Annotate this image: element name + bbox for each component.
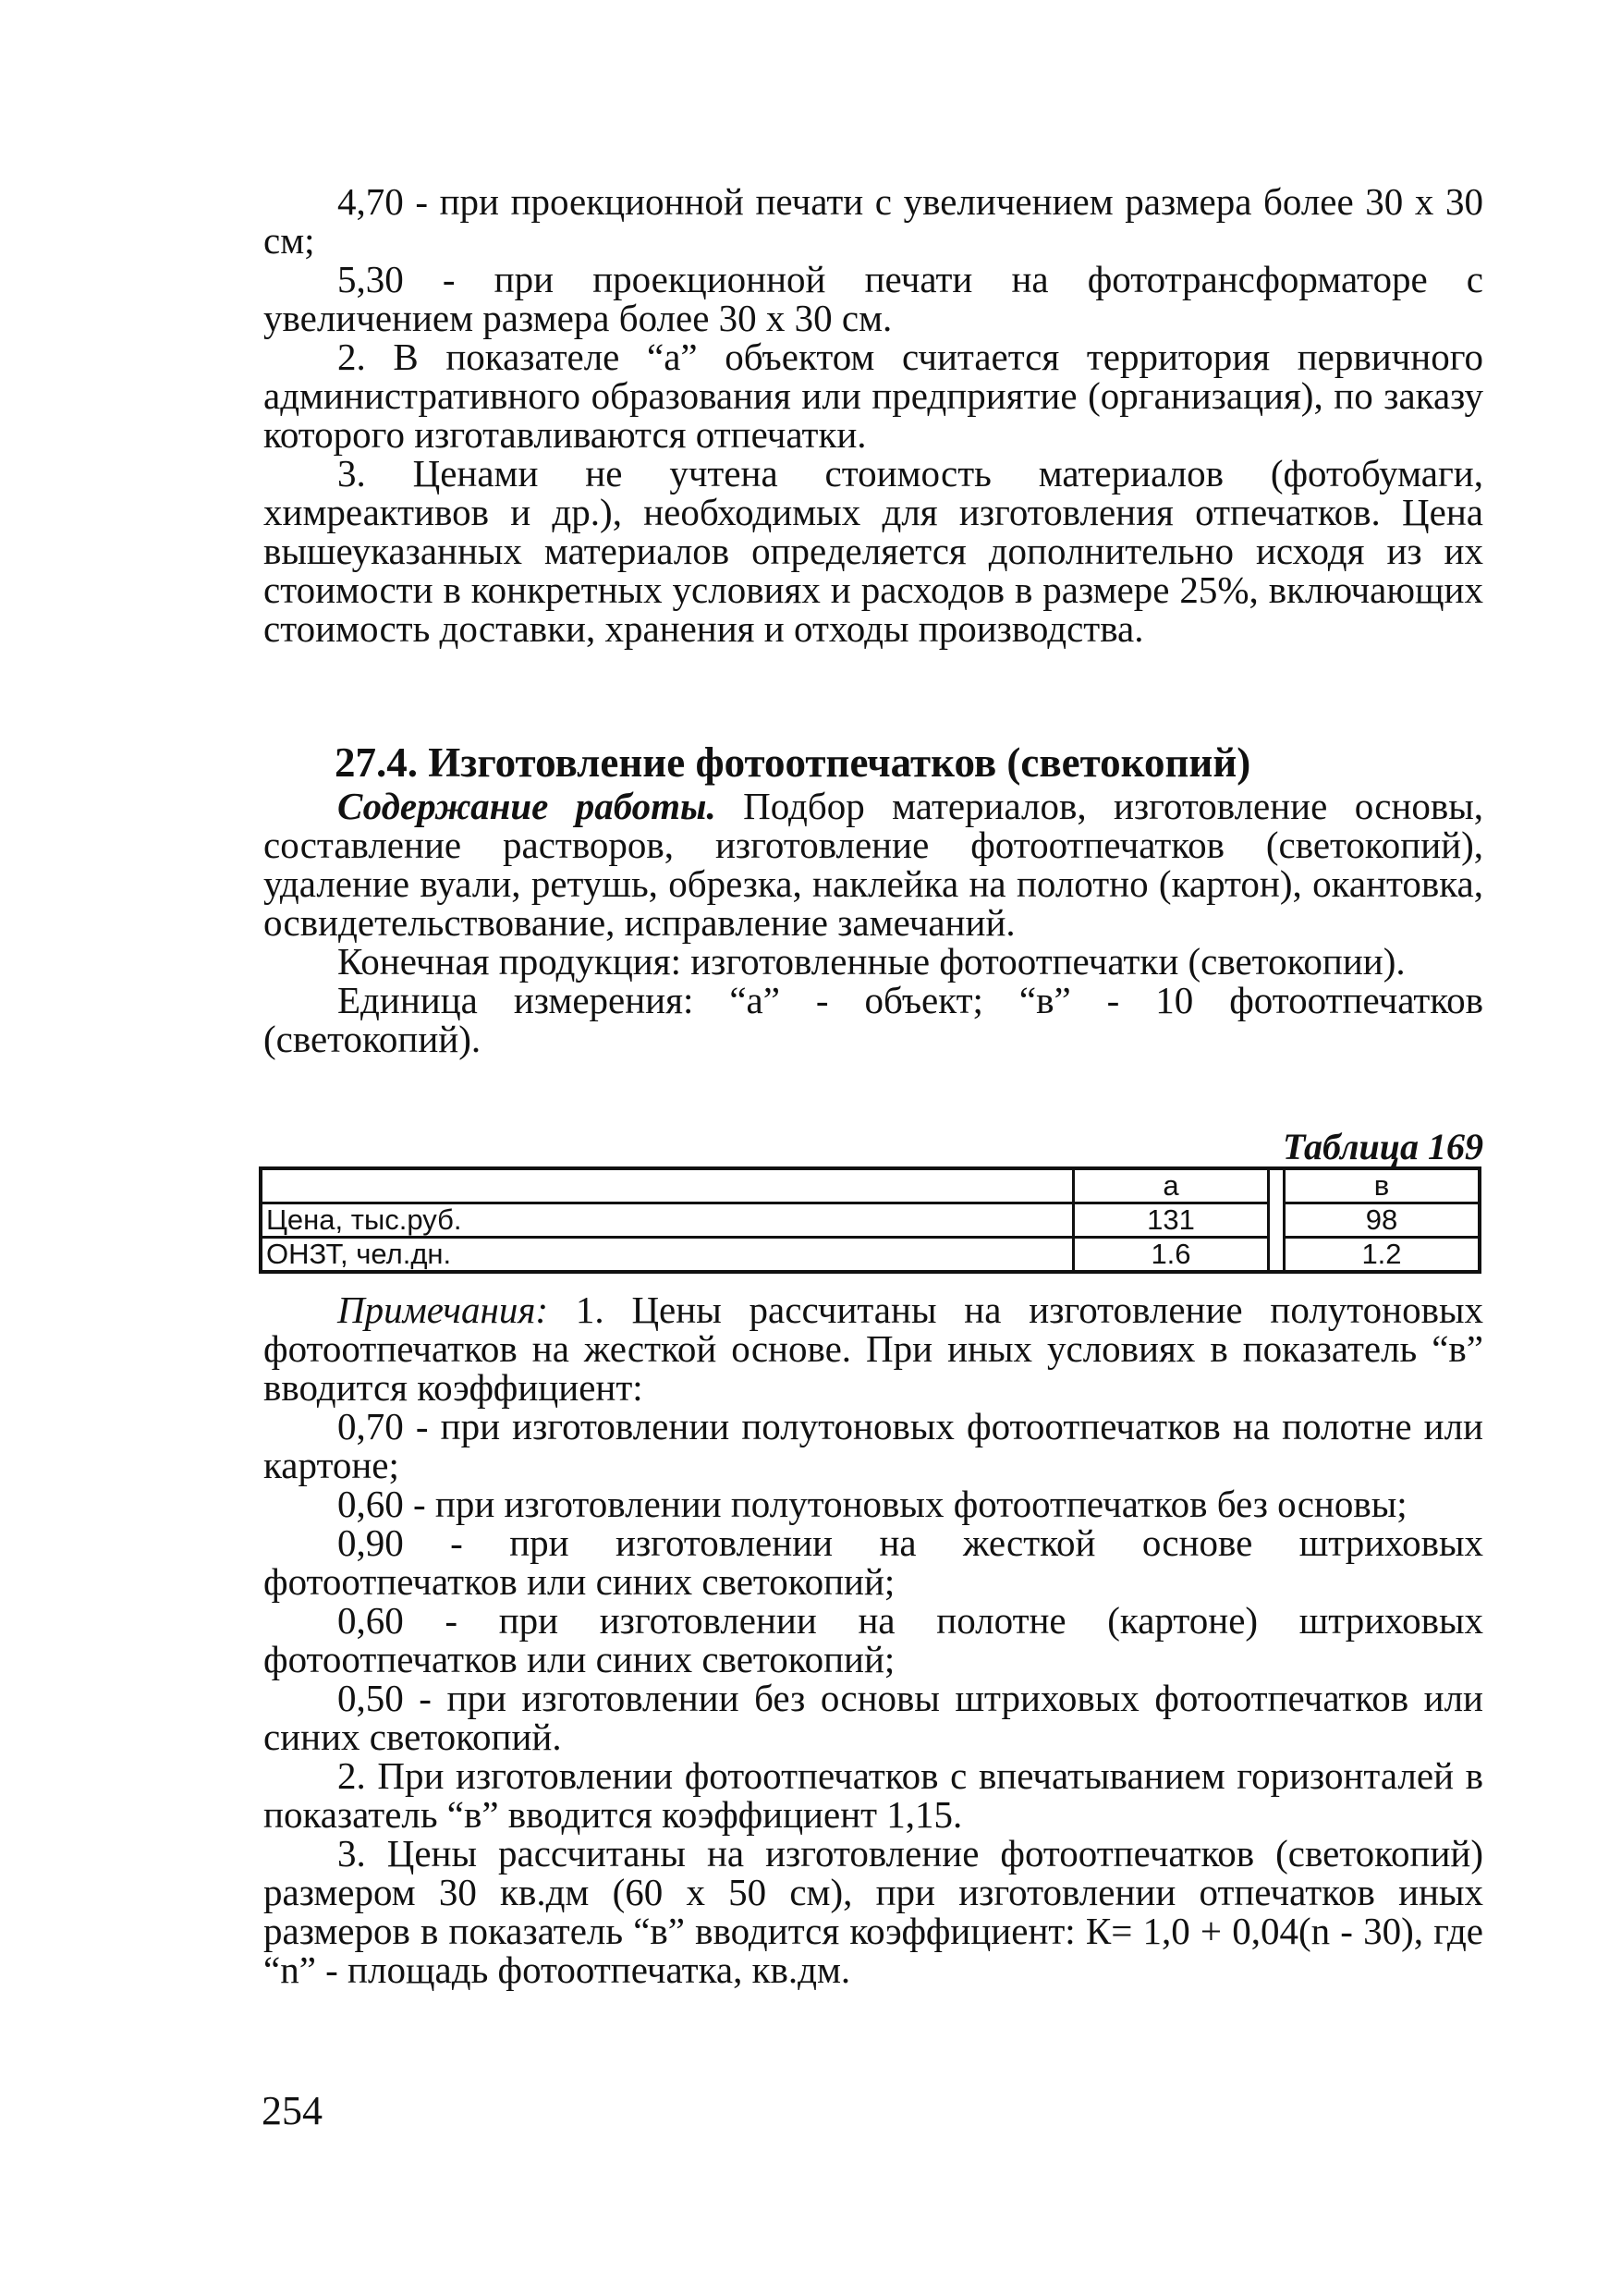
column-gap: [1269, 1168, 1285, 1203]
note-item: 0,60 - при изготовлении полутоновых фотоотпечатков без основы;: [337, 1483, 1408, 1525]
notes-label: Примечания:: [337, 1288, 549, 1331]
value-cell: 1.2: [1285, 1238, 1481, 1273]
final-product-paragraph: Конечная продукция: изготовленные фотоотпечатки (светокопии).: [337, 940, 1406, 983]
header-cell: в: [1285, 1168, 1481, 1203]
value-cell: 1.6: [1074, 1238, 1269, 1273]
section-heading: 27.4. Изготовление фотоотпечатков (светокопий): [335, 739, 1251, 786]
note-item: 2. При изготовлении фотоотпечатков с впечатыванием горизонталей в показатель “в” вводится коэффициент 1,15.: [263, 1754, 1483, 1836]
column-gap: [1269, 1238, 1285, 1273]
page-number: 254: [262, 2088, 323, 2133]
intro-notes-block: [263, 182, 1483, 648]
note-item: 0,50 - при изготовлении без основы штриховых фотоотпечатков или синих светокопий.: [263, 1677, 1483, 1758]
paragraph: 3. Ценами не учтена стоимость материалов (фотобумаги, химреактивов и др.), необходимых для изготовления отпечатков. Цена вышеуказанных материалов определяется дополнительно исходя из их стоимости в конкретных условиях и расходов в размере 25%, включающих стоимость доставки, хранения и отходы производства.: [263, 452, 1483, 650]
note-item: 3. Цены рассчитаны на изготовление фотоотпечатков (светокопий) размером 30 кв.дм (60 х 50 см), при изготовлении отпечатков иных размеров в показатель “в” вводится коэффициент: К= 1,0 + 0,04(n - 30), где “n” - площадь фотоотпечатка, кв.дм.: [263, 1832, 1483, 1991]
work-content-paragraph: [263, 787, 1483, 942]
note-item: 0,60 - при изготовлении на полотне (картоне) штриховых фотоотпечатков или синих светокопий;: [263, 1599, 1483, 1680]
note-item: 0,90 - при изготовлении на жесткой основе штриховых фотоотпечатков или синих светокопий;: [263, 1521, 1483, 1603]
column-gap: [1269, 1203, 1285, 1238]
note-text: 1. Цены рассчитаны на изготовление полутоновых фотоотпечатков на жесткой основе. При иных условиях в показатель “в” вводится коэффициент:: [263, 1288, 1483, 1409]
header-cell: [261, 1168, 1074, 1203]
table-row: [261, 1203, 1480, 1238]
table-header-row: [261, 1168, 1480, 1203]
section-body: [263, 787, 1483, 1058]
paragraph: 5,30 - при проекционной печати на фототрансформаторе с увеличением размера более 30 х 30 см.: [263, 258, 1483, 339]
table-caption: Таблица 169: [1283, 1126, 1483, 1167]
work-content-label: Содержание работы.: [337, 785, 716, 827]
row-label: ОНЗТ, чел.дн.: [261, 1238, 1074, 1273]
header-cell: а: [1074, 1168, 1269, 1203]
notes-block: [263, 1290, 1483, 1989]
price-table: [259, 1166, 1481, 1274]
work-content-text: Подбор материалов, изготовление основы, составление растворов, изготовление фотоотпечатков (светокопий), удаление вуали, ретушь, обрезка, наклейка на полотно (картон), окантовка, освидетельствование, исправление замечаний.: [263, 785, 1484, 944]
note-item: 0,70 - при изготовлении полутоновых фотоотпечатков на полотне или картоне;: [263, 1405, 1483, 1486]
unit-paragraph: Единица измерения: “а” - объект; “в” - 10 фотоотпечатков (светокопий).: [263, 979, 1483, 1060]
value-cell: 98: [1285, 1203, 1481, 1238]
value-cell: 131: [1074, 1203, 1269, 1238]
note-paragraph: [263, 1290, 1483, 1407]
table-row: [261, 1238, 1480, 1273]
paragraph: 4,70 - при проекционной печати с увеличением размера более 30 х 30 см;: [263, 180, 1483, 262]
paragraph: 2. В показателе “а” объектом считается территория первичного административного образования или предприятие (организация), по заказу которого изготавливаются отпечатки.: [263, 336, 1483, 456]
row-label: Цена, тыс.руб.: [261, 1203, 1074, 1238]
